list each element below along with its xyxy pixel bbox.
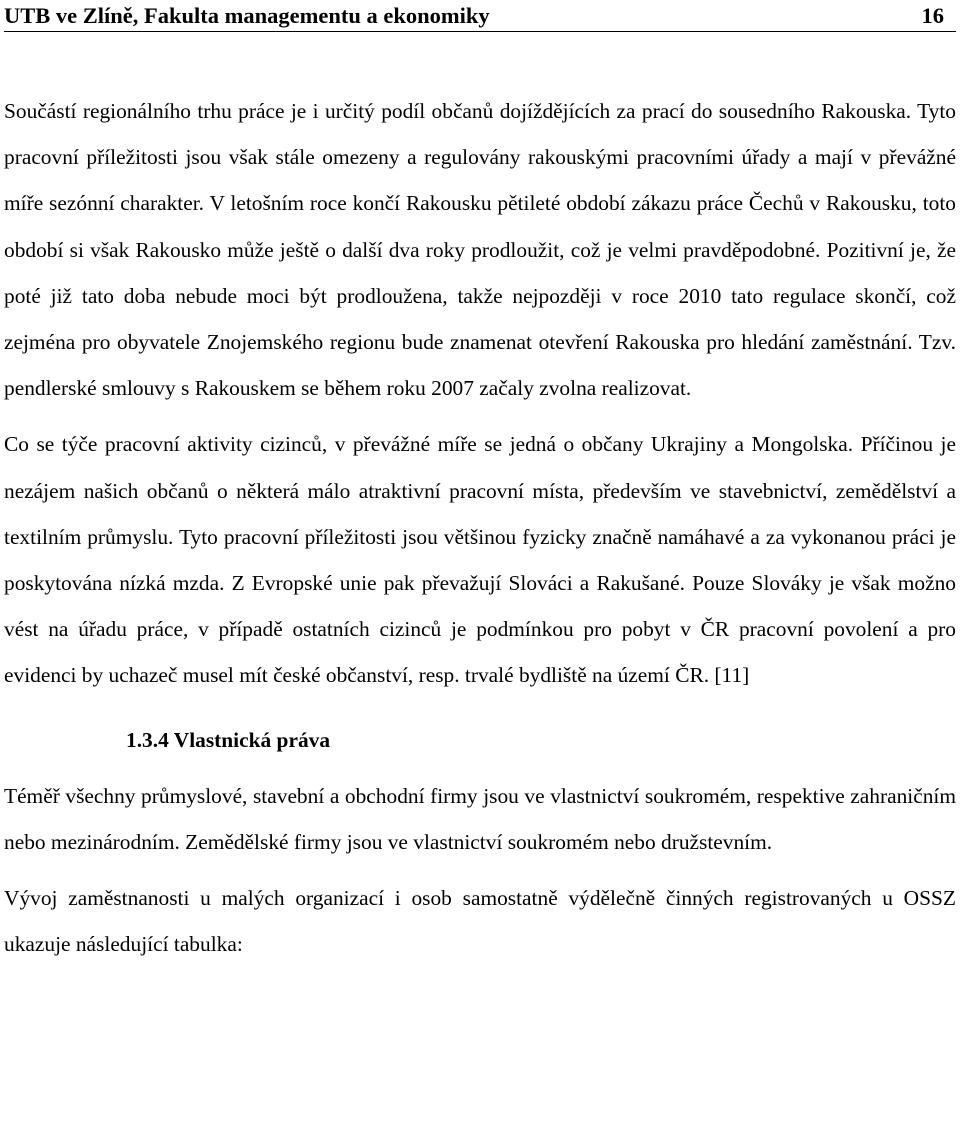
paragraph-regional-labour-market: Součástí regionálního trhu práce je i určitý podíl občanů dojíždějících za prací do sousedního Rakouska. Tyto pracovní příležitosti jsou však stále omezeny a regulovány rakouskými pracovními úřady a mají v převážné míře sezónní charakter. V letošním roce končí Rakousku pětileté období zákazu práce Čechů v Rakousku, toto období si však Rakousko může ještě o další dva roky prodloužit, což je velmi pravděpodobné. Pozitivní je, že poté již tato doba nebude moci být prodloužena, takže nejpozději v roce 2010 tato regulace skončí, což zejména pro obyvatele Znojemského regionu bude znamenat otevření Rakouska pro hledání zaměstnání. Tzv. pendlerské smlouvy s Rakouskem se během roku 2007 začaly zvolna realizovat. xyxy=(4,99,956,401)
document-page xyxy=(4,0,956,967)
header-title: UTB ve Zlíně, Fakulta managementu a ekonomiky xyxy=(4,3,490,28)
paragraph-ownership: Téměř všechny průmyslové, stavební a obchodní firmy jsou ve vlastnictví soukromém, respektive zahraničním nebo mezinárodním. Zemědělské firmy jsou ve vlastnictví soukromém nebo družstevním. xyxy=(4,783,956,854)
paragraph-foreign-workers: Co se týče pracovní aktivity cizinců, v převážné míře se jedná o občany Ukrajiny a Mongolska. Příčinou je nezájem našich občanů o některá málo atraktivní pracovní místa, především ve stavebnictví, zemědělství a textilním průmyslu. Tyto pracovní příležitosti jsou většinou fyzicky značně namáhavé a za vykonanou práci je poskytována nízká mzda. Z Evropské unie pak převažují Slováci a Rakušané. Pouze Slováky je však možno vést na úřadu práce, v případě ostatních cizinců je podmínkou pro pobyt v ČR pracovní povolení a pro evidenci by uchazeč musel mít české občanství, resp. trvalé bydliště na území ČR. [11] xyxy=(4,432,956,688)
running-header xyxy=(4,0,956,32)
paragraph-employment-trend: Vývoj zaměstnanosti u malých organizací i osob samostatně výdělečně činných registrovaných u OSSZ ukazuje následující tabulka: xyxy=(4,886,956,957)
page-number: 16 xyxy=(921,3,944,28)
section-heading: 1.3.4 Vlastnická práva xyxy=(126,727,331,752)
